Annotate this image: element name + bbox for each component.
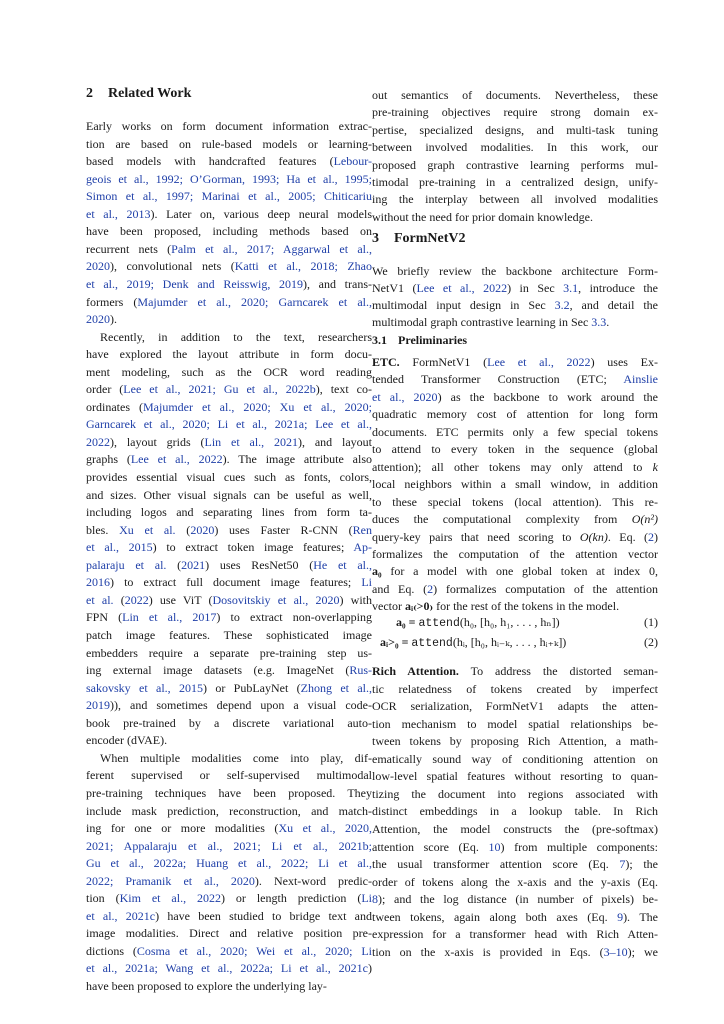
text-line [372,733,658,750]
text-run: ) have been studied to bridge text and [155,908,372,923]
text-line [86,838,372,855]
text-run: ) in Sec [507,281,564,295]
text-line [372,87,658,104]
citation-link[interactable]: Dosovitskiy et al., 2020 [212,592,340,607]
text-run: ) from multiple components: [500,839,658,854]
text-line [372,581,658,598]
text-run: ), convolutional nets ( [110,259,235,274]
equation-1 [396,612,560,632]
citation-link[interactable]: 8 [372,892,378,907]
citation-link[interactable]: Li [361,575,372,590]
text-line [372,476,658,493]
subsection-title: Preliminaries [398,333,468,347]
citation-link[interactable]: Garncarek et al., 2020; Li et al., 2021a; Lee et al., [86,417,372,432]
text-line [372,459,658,476]
text-run: To address the distorted seman- [458,664,658,678]
text-line [372,424,658,441]
bold-run: Rich Attention. [372,664,459,678]
citation-link[interactable]: Lin et al., 2021 [204,434,298,449]
citation-link[interactable]: 3.3 [591,315,607,329]
text-run: ) [368,961,372,976]
text-line [372,909,658,926]
text-line [86,522,372,539]
text-line [86,434,372,451]
text-run: tizing the document into regions associated with [372,786,658,801]
text-run: )), and sometimes depend upon a visual code- [110,698,372,713]
bold-run: a₀ [372,564,382,579]
text-run: Recently, in addition to the text, researchers [100,329,372,344]
section-heading [372,231,466,247]
text-line [86,487,372,504]
citation-link[interactable]: 2021; Appalaraju et al., 2021; Li et al., 2021b; [86,838,372,853]
citation-link[interactable]: 2021 [181,557,206,572]
text-line [86,206,372,223]
citation-link[interactable]: Xu et al., 2020, [278,821,372,835]
math-run: O(n²) [631,512,658,526]
text-line [86,469,372,486]
text-line [86,136,372,153]
text-run: between involved modalities. In this work, our [372,140,658,155]
text-line [86,960,372,977]
text-run: ment modeling, such as the OCR word reading [86,364,372,379]
citation-link[interactable]: et al., 2013 [86,206,151,221]
text-run: ) with [339,592,372,607]
text-run: tween tokens by proposing Rich Attention, a math- [372,734,658,749]
citation-link[interactable]: 3.1 [563,281,579,295]
text-run: multimodal input design in Sec [372,298,555,312]
text-run: ). The [623,909,658,924]
text-run: When multiple modalities come into play, dif- [100,750,372,765]
equation-function: attend [418,617,460,630]
text-run: ) uses ResNet50 ( [205,557,314,572]
text-line [372,139,658,156]
text-line [86,662,372,679]
text-run: have been proposed to explore the underlying lay- [86,979,327,993]
section-number: 2 [86,86,93,101]
text-line [86,504,372,521]
text-line [86,346,372,363]
text-run: timodal pre-training in a centralized design, unify- [372,175,658,189]
text-line [86,557,372,574]
text-run: tended Transformer Construction (ETC; [372,372,624,387]
text-run: for the rest of the tokens in the model. [433,599,620,614]
section-heading [86,86,191,102]
citation-link[interactable]: Lee et al., 2022 [487,355,591,369]
text-run: ematically sound way of conditioning attention on [372,751,658,766]
text-line [86,451,372,468]
text-line [86,697,372,714]
citation-link[interactable]: geois et al., 1992; O’Gorman, 1993; Ha et al., 1995; [86,171,372,186]
text-run: Attention, the model constructs the (pre-softmax) [372,822,658,836]
text-run: and sizes. Other visual signals can be useful as well, [86,487,372,502]
text-line [372,681,658,698]
text-line [372,263,658,280]
text-run: image modalities. Direct and relative position pre- [86,926,372,941]
equation-lhs: aᵢ>₀ = [380,635,409,649]
text-run: including logos and separating lines from form ta- [86,505,372,520]
text-run: provides essential visual cues such as fonts, colors, [86,470,372,484]
text-run: ) uses Faster R-CNN ( [214,522,353,537]
text-run: order of tokens along the x-axis and the y-axis (Eq. [372,874,658,889]
text-run: ) uses Ex- [590,355,658,369]
citation-link[interactable]: et al., 2020 [372,389,438,404]
text-run: ing for one or more modalities ( [86,821,279,835]
text-run: the usual transformer attention score (Eq. [372,857,620,871]
text-line [372,314,658,331]
text-line [372,209,658,226]
text-run: graphs ( [86,452,131,467]
citation-link[interactable]: 2020 [86,312,110,327]
text-run: local neighbors within a small window, in addition [372,477,658,492]
text-line [372,511,658,528]
text-run: ), and layout [298,434,372,449]
citation-link[interactable]: Zhong et al., [300,680,372,695]
citation-link[interactable]: et al., 2021c [86,908,156,923]
text-run: tic relatedness of tokens created by imperfect [372,681,658,696]
text-line [372,874,658,891]
citation-link[interactable]: 2022 [124,592,149,607]
text-run: ), text co- [315,382,372,397]
text-line [372,389,658,406]
text-line [86,785,372,802]
text-run: ) or PubLayNet ( [203,680,301,695]
citation-link[interactable]: Lee et al., 2021; Gu et al., 2022b [123,382,316,397]
text-line [86,855,372,872]
text-run: quadratic memory cost of attention for long form [372,407,658,422]
text-line [86,943,372,960]
text-line [372,280,658,297]
section-number: 3 [372,231,379,246]
text-line [86,188,372,205]
text-line [86,592,372,609]
text-line [86,715,372,732]
text-run: ), layout grids ( [110,434,205,449]
equation-lhs: a₀ = [396,615,416,629]
citation-link[interactable]: Majumder et al., 2020; Xu et al., 2020; [143,399,373,414]
citation-link[interactable]: et al. [86,592,114,607]
citation-link[interactable]: 2 [648,529,655,544]
text-line [372,716,658,733]
text-line [372,122,658,139]
text-line [86,820,372,837]
citation-link[interactable]: Cosma et al., 2020; Wei et al., 2020; Li [136,943,372,958]
text-run: multimodal graph contrastive learning in Sec [372,315,592,329]
text-line [372,354,658,371]
text-line [372,371,658,388]
text-run: ); we [627,944,658,959]
citation-link[interactable]: Kim et al., 2022 [119,891,222,906]
text-line [86,223,372,240]
text-run: ) use ViT ( [148,592,213,607]
text-line [372,926,658,943]
text-line [86,803,372,820]
text-run: Early works on form document information extrac- [86,119,372,133]
text-line [86,767,372,784]
text-run: FPN ( [86,610,123,625]
text-run: ). Next-word predic- [254,873,372,888]
text-line [372,406,658,423]
math-run: k [652,459,658,474]
text-line [372,494,658,511]
text-run: formers ( [86,294,138,309]
equation-args: (h₀, [h₀, h₁, . . . , hₙ]) [459,615,560,629]
text-line [372,297,658,314]
text-line [372,157,658,174]
text-line [86,609,372,626]
text-run: ) to extract token image features; [152,540,354,555]
citation-link[interactable]: 2019 [86,698,110,713]
text-line [372,944,658,961]
text-run: without the need for prior domain knowledge. [372,209,593,224]
citation-link[interactable]: 2020 [190,522,215,537]
citation-link[interactable]: 7 [619,857,626,871]
text-run: ( [166,557,182,572]
text-run: ing external image datasets (e.g. ImageNet ( [86,663,350,678]
equation-2 [380,632,566,652]
text-run: order ( [86,382,124,397]
text-line [372,663,658,680]
text-line [86,890,372,907]
citation-link[interactable]: Li [361,891,372,906]
text-run: based models with handcrafted features ( [86,154,334,169]
text-run: embedders require a separate pre-training step us- [86,645,372,660]
text-line [86,680,372,697]
text-run: ) formalizes computation of the attention [433,581,658,596]
text-run: ). Later on, various deep neural models [150,206,372,221]
citation-link[interactable]: sakovsky et al., 2015 [86,680,203,695]
text-run: ) to extract full document image features; [110,575,362,590]
text-line [86,645,372,662]
text-run: tion mechanism to model spatial relationships be- [372,716,658,731]
text-run: have been proposed, including methods based on [86,224,372,239]
text-line [86,873,372,890]
text-run: ). [110,312,117,327]
text-run: bles. [86,522,120,537]
text-line [86,908,372,925]
text-line [100,750,372,767]
text-line [372,786,658,803]
citation-link[interactable]: 3–10 [603,944,628,959]
citation-link[interactable]: Palm et al., 2017; Aggarwal et al., [171,241,372,256]
bold-run: aᵢ₍>0₎ [404,599,434,614]
text-run: ) as the backbone to work around the [437,389,658,404]
text-line [372,529,658,546]
text-run: FormNetV1 ( [399,355,488,369]
text-run: attention); all other tokens may only attend to [372,459,653,474]
text-run: ). The image attribute also [222,452,372,467]
text-line [86,399,372,416]
text-run: out semantics of documents. Nevertheless, these [372,88,658,102]
text-run: ), and trans- [303,277,372,291]
citation-link[interactable]: Ainslie [623,372,658,387]
text-line [372,821,658,838]
citation-link[interactable]: 2016 [86,575,110,590]
text-line [372,751,658,768]
text-line [372,768,658,785]
text-run: ); and the log distance (in number of pixels) be- [378,892,658,907]
equation-args: (hᵢ, [h₀, hᵢ₋ₖ, . . . , hᵢ₊ₖ]) [452,635,567,649]
text-run: ordinates ( [86,399,143,414]
math-run: O(kn) [579,529,608,544]
text-line [86,153,372,170]
text-run: tion on the x-axis is provided in Eqs. ( [372,944,604,959]
text-run: expression for a transformer head with Rich Atten- [372,927,658,942]
citation-link[interactable]: Lin et al., 2017 [122,610,217,625]
citation-link[interactable]: Rus- [349,663,372,678]
equation-number: (2) [644,635,658,649]
text-run: , and detail the [569,298,658,312]
text-line [372,546,658,563]
text-line [86,118,372,135]
text-run: formalizes the computation of the attention vector [372,547,658,561]
text-run: ) to extract non-overlapping [216,610,373,625]
text-run: query-key pairs that need scoring to [372,529,580,544]
subsection-number: 3.1 [372,333,387,347]
section-title: FormNetV2 [394,231,466,246]
section-title: Related Work [108,86,192,101]
text-run: encoder (dVAE). [86,733,168,748]
text-run: have explored the layout attribute in form docu- [86,347,372,362]
text-line [100,329,372,346]
text-run: pre-training techniques have been proposed. They [86,785,372,800]
text-line [86,381,372,398]
text-run: tion are based on rule-based models or learning- [86,136,372,151]
citation-link[interactable]: palaraju et al. [86,557,167,572]
bold-run: ETC. [372,355,400,369]
text-run: tween tokens, again along both axes (Eq. [372,909,618,924]
citation-link[interactable]: 10 [488,839,501,854]
citation-link[interactable]: Majumder et al., 2020; Garncarek et al., [137,294,372,309]
text-run: recurrent nets ( [86,241,172,256]
text-line [372,104,658,121]
text-run: to these special tokens (local attention). This re- [372,494,658,509]
text-line [86,416,372,433]
text-line [86,925,372,942]
text-line [86,539,372,556]
text-run: ferent supervised or self-supervised multimodal [86,768,372,783]
text-run: . Eq. ( [607,529,649,544]
text-run: book pre-trained by a discrete variational auto- [86,715,372,730]
citation-link[interactable]: Simon et al., 1997; Marinai et al., 2005; Chiticariu [86,189,372,204]
text-run: ( [113,592,125,607]
text-run: tion ( [86,891,120,906]
citation-link[interactable]: Ren [352,522,372,537]
text-run: pertise, specialized designs, and multi-task tuning [372,122,658,137]
text-line [86,364,372,381]
citation-link[interactable]: 2 [427,581,434,596]
text-line [372,563,658,580]
citation-link[interactable]: Gu et al., 2022a; Huang et al., 2022; Li et al., [86,856,372,871]
text-run: patch image features. These sophisticated image [86,628,372,642]
text-line [372,698,658,715]
citation-link[interactable]: Ap- [353,540,372,555]
text-line [86,627,372,644]
citation-link[interactable]: Lebour- [333,154,372,169]
text-run: ing the interplay between all involved modalities [372,192,658,207]
equation-function: attend [411,637,453,650]
citation-link[interactable]: 2022 [86,434,110,449]
citation-link[interactable]: 2020 [86,259,110,274]
text-run: and Eq. ( [372,581,428,596]
citation-link[interactable]: 2022; Pramanik et al., 2020 [86,873,255,888]
text-line [86,732,372,749]
citation-link[interactable]: et al., 2019; Denk and Reisswig, 2019 [86,277,303,291]
text-line [372,891,658,908]
citation-link[interactable]: et al., 2015 [86,540,153,555]
text-line [372,856,658,873]
text-run: include mask prediction, reconstruction, and match- [86,803,372,818]
text-run: attention score (Eq. [372,839,489,854]
text-run: pre-training objectives require strong domain ex- [372,105,658,120]
text-run: vector [372,599,405,614]
text-line [372,803,658,820]
citation-link[interactable]: 9 [617,909,624,924]
text-run: ) or length prediction ( [221,891,362,906]
text-run: for a model with one global token at index 0, [381,564,658,579]
text-run: OCR serialization, FormNetV1 adapts the atten- [372,699,658,714]
text-line [86,978,372,995]
text-line [86,171,372,188]
text-line [86,258,372,275]
citation-link[interactable]: 3.2 [554,298,570,312]
text-line [86,276,372,293]
text-line [372,441,658,458]
citation-link[interactable]: Lee et al., 2022 [416,281,508,295]
text-run: documents. ETC permits only a few special tokens [372,424,658,439]
text-run: to attend to every token in the sequence (global [372,442,658,457]
text-run: duces the computational complexity from [372,512,632,526]
text-run: , introduce the [578,281,659,295]
equation-number: (1) [644,615,658,629]
text-run: low-level spatial features without resorting to quan- [372,769,658,784]
text-line [86,311,372,328]
citation-link[interactable]: He et al., [313,557,373,572]
text-run: ); the [625,857,658,871]
text-line [372,174,658,191]
text-run: NetV1 ( [372,281,417,295]
citation-link[interactable]: Lee et al., 2022 [130,452,223,467]
text-line [372,191,658,208]
citation-link[interactable]: et al., 2021a; Wang et al., 2022a; Li et al., 2021c [86,961,368,976]
citation-link[interactable]: Katti et al., 2018; Zhao [234,259,372,274]
text-line [86,241,372,258]
text-run: distinct embeddings in a lookup table. In Rich [372,804,658,819]
text-run: We briefly review the backbone architecture Form- [372,264,658,278]
text-run: proposed graph contrastive learning performs mul- [372,157,658,172]
text-line [372,839,658,856]
citation-link[interactable]: Xu et al. [119,522,176,537]
text-run: ( [175,522,191,537]
text-line [86,294,372,311]
text-line [86,574,372,591]
text-run: dictions ( [86,943,137,958]
text-run: ) [654,529,659,544]
subsection-heading [372,333,467,348]
text-run: . [606,315,610,329]
